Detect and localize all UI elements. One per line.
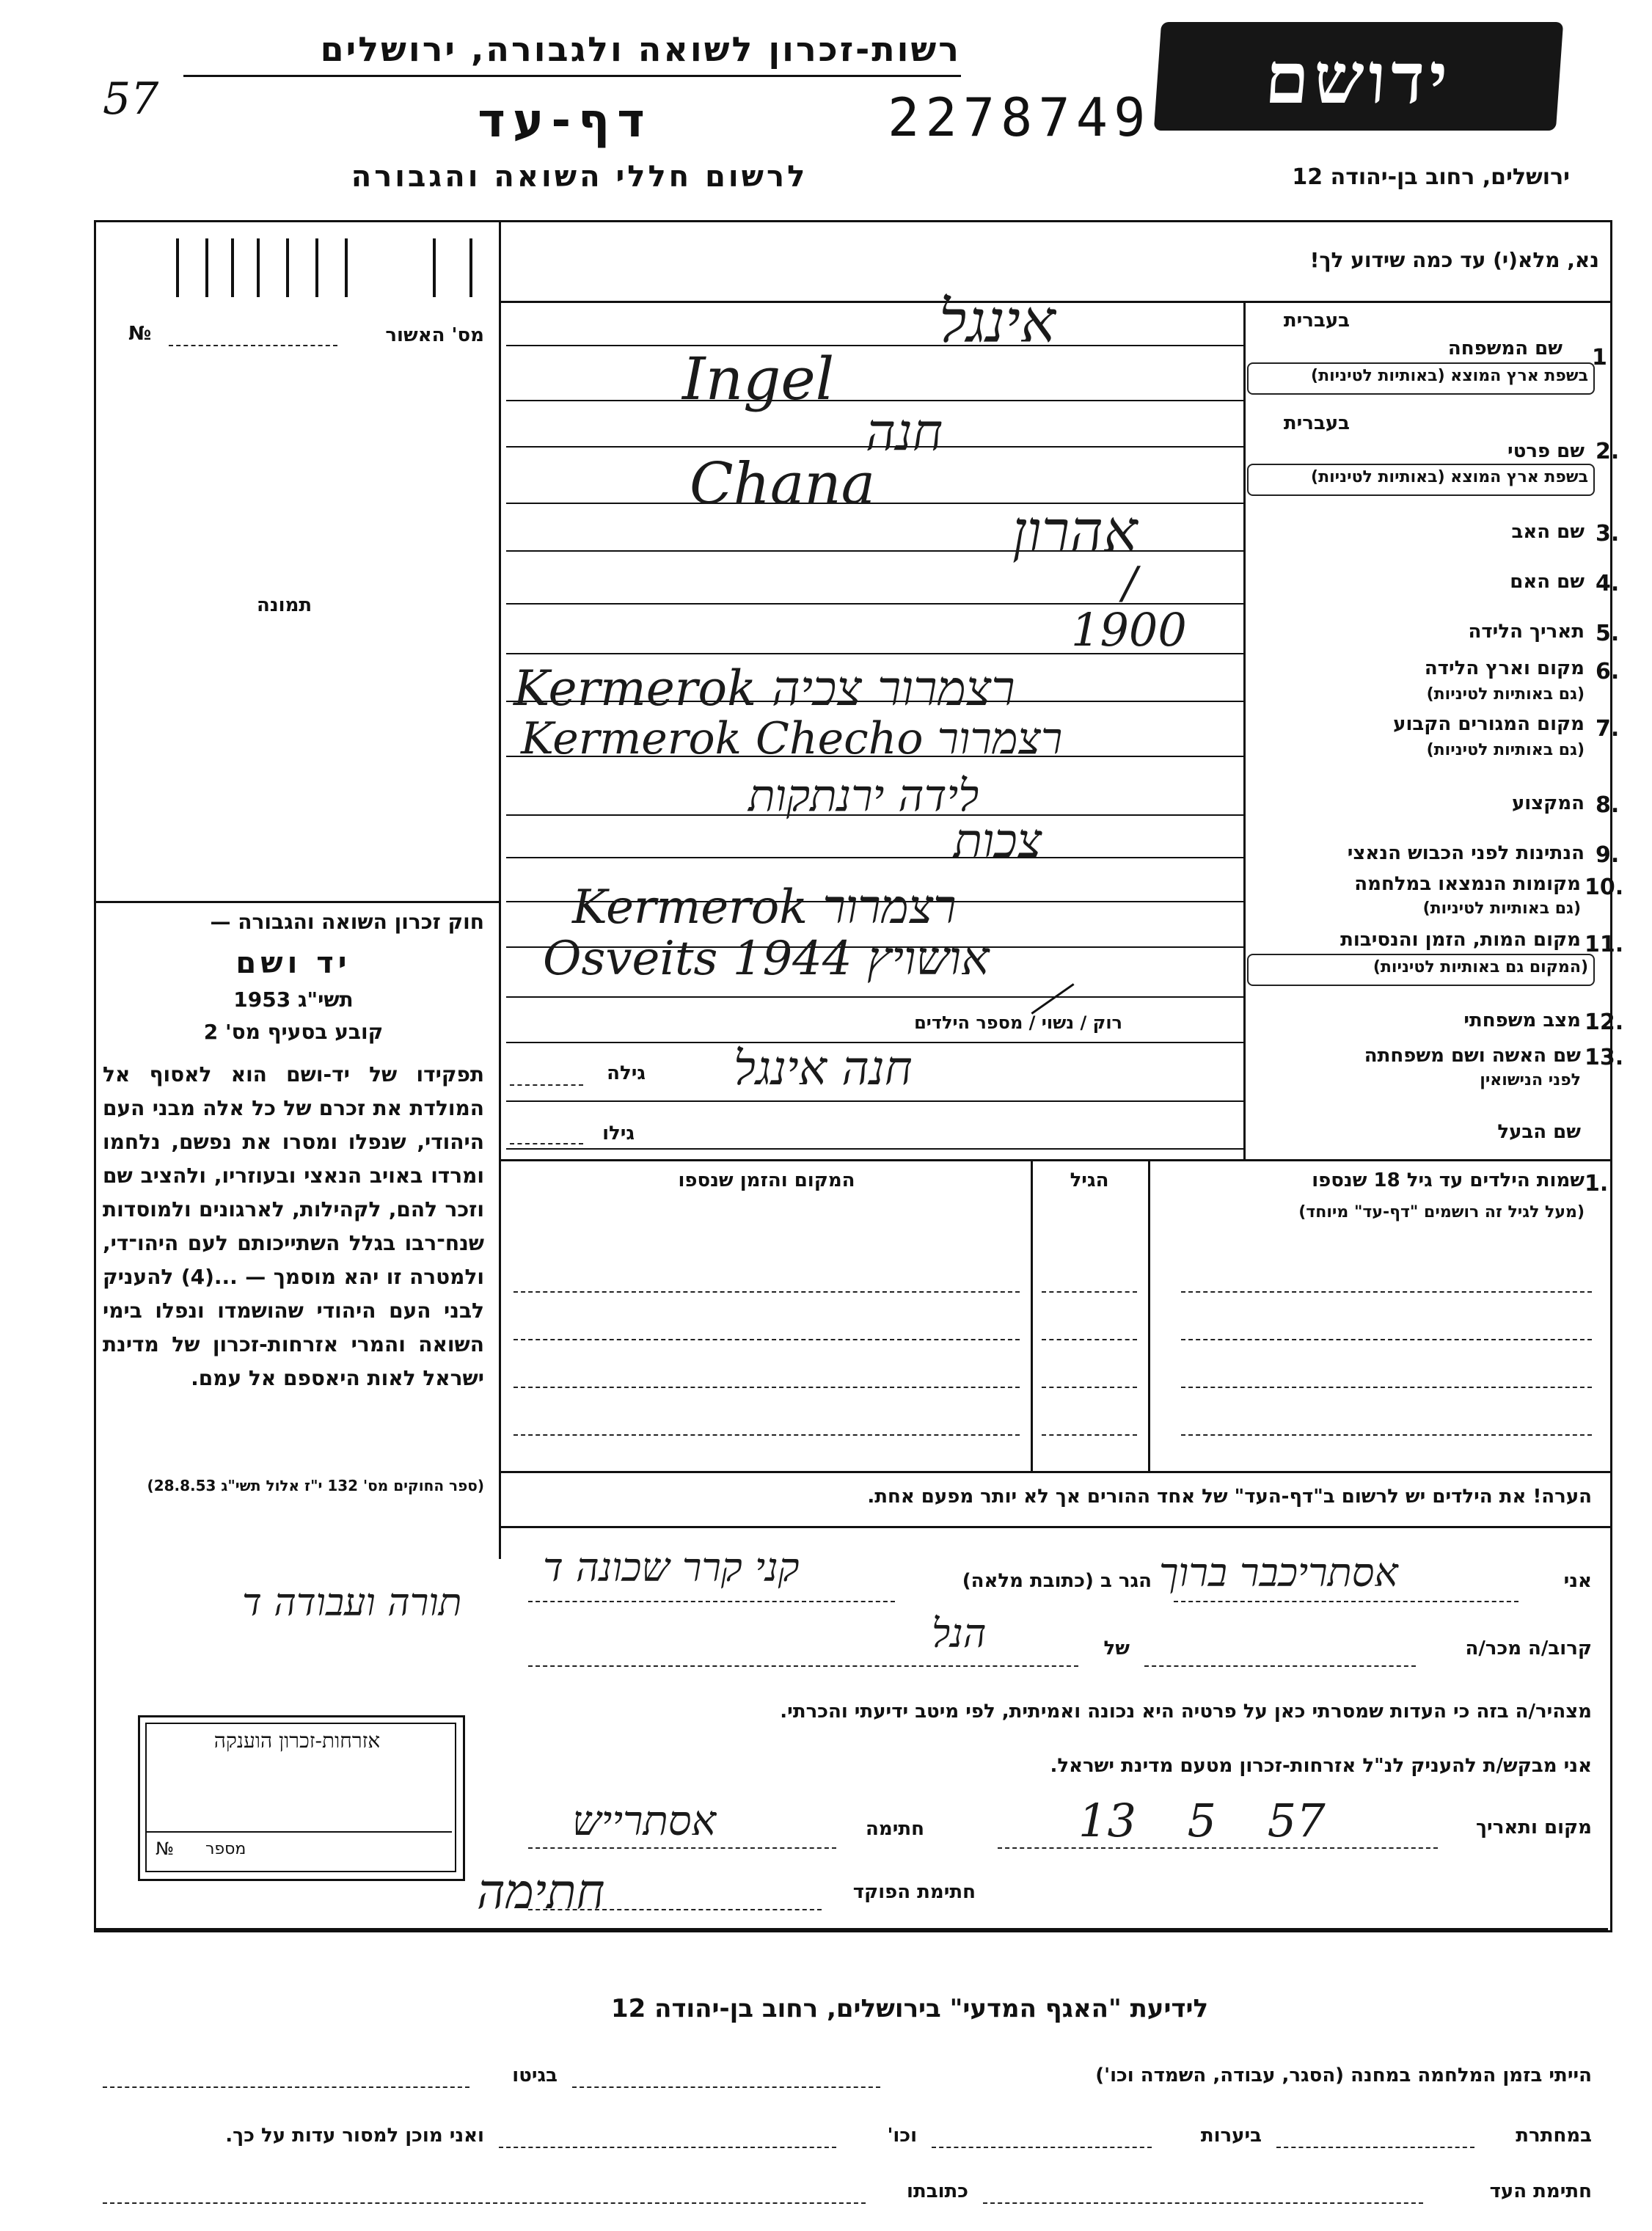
witness-i-label: אני (1563, 1570, 1592, 1592)
profession-value[interactable]: לידה ירנתקות (748, 770, 979, 822)
residence-note: (גם באותיות לטיניות) (1426, 741, 1585, 759)
footer-line3-b: כתובתו (907, 2180, 968, 2202)
field-num-13: 13. (1585, 1045, 1624, 1070)
law-title: חוק זכרון השואה והגבורה — (210, 910, 484, 934)
wife-age-label: גילה (607, 1062, 646, 1084)
witness-of-label: של (1103, 1637, 1130, 1659)
husband-label: שם הבעל (1497, 1121, 1581, 1143)
field-num-5: 5. (1596, 621, 1620, 646)
firstname-hebrew-label: בעברית (1283, 412, 1350, 434)
footer-line2-a: במחתרת (1516, 2125, 1592, 2147)
wartime-value[interactable]: Kermerok רצמרור (572, 880, 957, 935)
witness-declaration: מצהיר/ה בזה כי העדות שמסרתי כאן על פרטיה היא נכונה ואמיתית, לפי מיטב ידיעתי והכרתי. (780, 1701, 1592, 1723)
death-value[interactable]: Osveits 1944 אושויץ (543, 932, 990, 986)
official-signature-value[interactable]: חתימה (477, 1863, 605, 1920)
mother-label: שם האם (1510, 571, 1585, 593)
witness-request: אני מבקש/ת להעניק לנ"ל אזרחות-זכרון מטעם מדינת ישראל. (1050, 1755, 1592, 1777)
law-year: תשי"ג 1953 (233, 987, 354, 1012)
pob-note: (גם באותיות לטיניות) (1426, 685, 1585, 704)
witness-address-value[interactable]: קני קרר שכונה ד (543, 1544, 800, 1591)
address: ירושלים, רחוב בן-יהודה 12 (1292, 164, 1570, 190)
dob-label: תאריך הלידה (1468, 621, 1585, 643)
field-num-4: 4. (1596, 571, 1620, 596)
death-note: (המקום גם באותיות לטיניות) (1373, 958, 1588, 976)
surname-value-latin[interactable]: Ingel (682, 345, 835, 413)
citizenship-title: אזרחות-זכרון הוענקה (213, 1728, 381, 1753)
nationality-value[interactable]: צכות (954, 814, 1042, 869)
field-num-1: 1 (1592, 345, 1607, 370)
law-name: יד ושם (235, 946, 351, 980)
footer-info: לידיעת "האגף המדעי" בירושלים, רחוב בן-יהודה 12 (610, 1994, 1209, 2023)
firstname-value-latin[interactable]: Chana (690, 451, 876, 517)
wife-label: שם האשה ושם משפחתה (1364, 1045, 1581, 1067)
field-num-2: 2. (1596, 439, 1620, 464)
wartime-label: מקומות הנמצאו במלחמה (1354, 873, 1581, 895)
pob-value[interactable]: Kermerok רצמרור צכיה (513, 660, 1015, 717)
children-place-header: המקום והזמן שנספו (678, 1169, 855, 1191)
yad-vashem-logo: ידושם (1154, 22, 1563, 131)
wife-note: לפני הנישואין (1480, 1071, 1581, 1089)
field-num-8: 8. (1596, 792, 1620, 818)
date-value[interactable]: 13 5 57 (1078, 1794, 1326, 1847)
pob-label: מקום וארץ הלידה (1424, 657, 1585, 679)
profession-label: המקצוע (1511, 792, 1585, 814)
signature-value[interactable]: אסתרייש (572, 1797, 717, 1845)
footer-line3-a: חתימת העד (1489, 2180, 1592, 2202)
note-line: הערה! את הילדים יש לרשום ב"דף-העד" של אחד ההורים אך לא יותר מפעם אחת. (867, 1486, 1592, 1508)
father-value[interactable]: אהרון (1012, 499, 1138, 565)
mother-value[interactable]: / (1122, 558, 1138, 609)
firstname-value-hebrew[interactable]: חנה (866, 402, 943, 462)
approval-no: № (128, 323, 152, 345)
place-date-label: מקום ותאריך (1476, 1816, 1592, 1839)
firstname-label: שם פרטי (1507, 440, 1585, 462)
instruction: נא, מלא(י) עד כמה שידוע לך! (1309, 248, 1599, 272)
authority-title: רשות-זכרון לשואה ולגבורה, ירושלים (320, 29, 961, 69)
surname-hebrew-label: בעברית (1283, 310, 1350, 332)
surname-latin-label: בשפת ארץ המוצא (באותיות לטיניות) (1311, 367, 1588, 385)
surname-label: שם המשפחה (1447, 337, 1563, 359)
law-clause: קובע בסעיף מס' 2 (203, 1020, 384, 1044)
residence-label: מקום המגורים הקבוע (1393, 713, 1585, 735)
family-status-options[interactable]: רוק / נשוי / מספר הילדים (914, 1012, 1122, 1033)
witness-resident-label: הגר ב (כתובת מלאה) (962, 1570, 1152, 1592)
citizenship-number-label: מספר (205, 1840, 246, 1858)
margin-note: 57 (103, 73, 159, 125)
law-ref: (ספר החוקים מס' 132 י"ז אלול תשי"ג 28.8.53) (147, 1477, 484, 1494)
witness-relative-label: קרוב/ה מכר/ה (1465, 1637, 1592, 1659)
field-num-3: 3. (1596, 521, 1620, 547)
surname-value-hebrew[interactable]: אינגל (939, 288, 1056, 356)
footer-line2-end: ואני מוכן למסור עדות על כך. (225, 2125, 484, 2147)
left-note: תורה ועבודה ד (242, 1581, 462, 1625)
official-signature-label: חתימת הפוקד (852, 1881, 976, 1903)
children-note: (מעל לגיל זה רושמים "דף-עד" מיוחד) (1298, 1203, 1585, 1222)
footer-line1-end: בגיטו (512, 2064, 558, 2086)
field-num-12: 12. (1585, 1009, 1624, 1035)
wartime-note: (גם באותיות לטיניות) (1422, 899, 1581, 918)
family-status-label: מצב משפחתי (1463, 1009, 1581, 1031)
form-purpose: לרשום חללי השואה והגבורה (351, 160, 808, 194)
footer-line2-c: וכו' (887, 2125, 917, 2147)
law-text: תפקידו של יד-ושם הוא לאסוף אל המולדת את זכרם של כל אלה מבני העם היהודי, שנפלו ומסרו את נפשם, נלחמו ומרדו באויב הנאצי ובעוזריו, ולהציב שם וזכר להם, לקהילות, לארגונים ולמוסדות שנח־רבו בגלל השתייכותם לעם היהו־די, ולמטרה זו יהא מוסמך — ...(4) להעניק לבני העם היהודי שהושמדו ונפלו בימי השואה והמרי אזרחות-זכרון של מדינת ישראל לאות היאספם אל עמם. (103, 1062, 484, 1390)
dob-value[interactable]: 1900 (1071, 603, 1187, 657)
field-num-7: 7. (1596, 716, 1620, 742)
form-number: 2278749 (888, 87, 1152, 148)
field-num-9: 9. (1596, 842, 1620, 868)
children-age-header: הגיל (1070, 1169, 1109, 1191)
approval-label: מס' האשור (385, 324, 484, 346)
firstname-latin-label: בשפת ארץ המוצא (באותיות לטיניות) (1311, 468, 1588, 486)
field-num-11: 11. (1585, 932, 1624, 957)
signature-label: חתימה (866, 1818, 924, 1840)
field-num-6: 6. (1596, 659, 1620, 684)
witness-name-value[interactable]: אסתריכבר ברוך (1159, 1549, 1398, 1596)
wife-value[interactable]: חנה אינגל (734, 1042, 913, 1096)
death-label: מקום המות, הזמן והנסיבות (1340, 929, 1581, 951)
citizenship-no: № (156, 1839, 174, 1859)
nationality-label: הנתינות לפני הכבוש הנאצי (1347, 842, 1585, 864)
photo-label: תמונה (257, 594, 313, 616)
children-label: שמות הילדים עד גיל 18 שנספו (1312, 1169, 1585, 1191)
children-num: 1. (1585, 1171, 1609, 1197)
residence-value[interactable]: Kermerok Checho רצמרור (521, 713, 1063, 764)
footer-line1: הייתי בזמן המלחמה במחנה (הסגר, עבודה, השמדה וכו') (1095, 2064, 1592, 2086)
field-num-10: 10. (1585, 874, 1624, 900)
father-label: שם האב (1511, 521, 1585, 543)
form-title: דף-עד (478, 94, 652, 148)
witness-of-value[interactable]: הנל (932, 1610, 987, 1657)
husband-age-label: גילו (602, 1122, 635, 1144)
footer-line2-b: ביערות (1200, 2125, 1262, 2147)
